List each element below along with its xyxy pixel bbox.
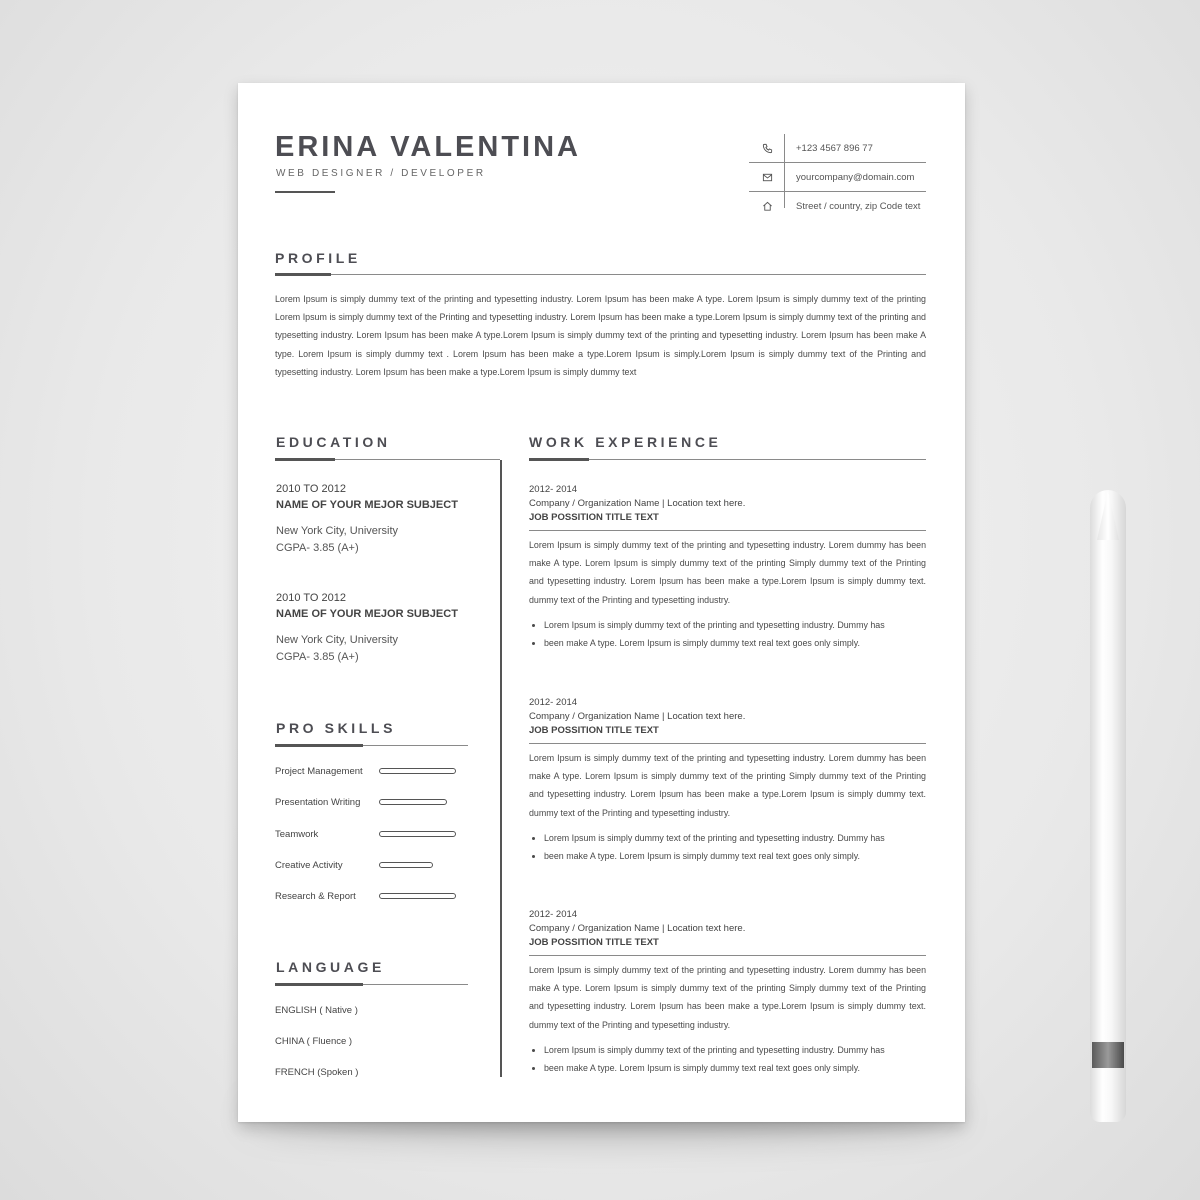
job-entry [529,909,926,1077]
job-title: JOB POSSITION TITLE TEXT [529,512,659,523]
job-entry [529,484,926,652]
contact-address: Street / country, zip Code text [796,200,921,212]
education-item [276,592,458,663]
language-title: LANGUAGE [276,959,385,975]
stylus-pencil [1090,490,1126,1122]
job-description: Lorem Ipsum is simply dummy text of the printing and typesetting industry. Lorem dummy has been make A type. Lorem Ipsum is simply dummy text of the printing Simply dummy text of the Printing and typesetting industry. Lorem Ipsum has been make a type.Lorem Ipsum is simply dummy text. dummy text of the Printing and typesetting industry. [529,965,926,1030]
skill-label: Creative Activity [275,860,343,871]
education-years: 2010 TO 2012 [276,483,346,495]
language-item: CHINA ( Fluence ) [275,1036,353,1047]
language-rule-accent [275,983,363,986]
phone-icon [749,134,785,162]
profile-text: Lorem Ipsum is simply dummy text of the printing and typesetting industry. Lorem Ipsum has been make A type. Lorem Ipsum is simply dummy text of the printing Lorem Ipsum is simply dummy text of the Printing and typesetting industry. Lorem Ipsum has been make a type.Lorem Ipsum is simply dummy text of the printing and typesetting industry. Lorem Ipsum has been make A type.Lorem Ipsum is simply dummy text of the printing and typesetting industry. Lorem Ipsum has been make A type. Lorem Ipsum is simply dummy text . Lorem Ipsum has been make a type.Lorem Ipsum is simply.Lorem Ipsum is simply dummy text of the Printing and typesetting industry. Lorem Ipsum has been make a type.Lorem Ipsum is simply dummy text [275,294,926,377]
contact-address-row [749,192,926,220]
contact-email-row [749,163,926,192]
contact-phone-row [749,134,926,163]
contact-block [749,134,926,220]
education-rule-accent [275,458,335,461]
job-bullets [529,829,926,865]
job-rule [529,743,926,744]
profile-title: PROFILE [275,250,361,266]
job-bullet: • Lorem Ipsum is simply dummy text of the printing and typesetting industry. Dummy has [544,616,926,634]
stylus-band [1092,1042,1124,1068]
skill-bar [379,862,433,868]
job-bullet: • been make A type. Lorem Ipsum is simply dummy text real text goes only simply. [544,1059,926,1077]
profile-rule [275,274,926,275]
education-gpa: CGPA- 3.85 (A+) [276,651,359,663]
education-subject: NAME OF YOUR MEJOR SUBJECT [276,499,458,511]
skill-bar [379,831,456,837]
mail-icon [749,163,785,191]
job-date: 2012- 2014 [529,909,578,920]
education-place: New York City, University [276,634,399,646]
job-bullets [529,1041,926,1077]
skill-label: Research & Report [275,891,356,902]
skill-bar [379,893,456,899]
job-date: 2012- 2014 [529,697,578,708]
contact-email: yourcompany@domain.com [796,171,915,183]
skills-rule-accent [275,744,363,747]
skill-label: Presentation Writing [275,797,361,808]
language-item: FRENCH (Spoken ) [275,1067,359,1078]
candidate-role: WEB DESIGNER / DEVELOPER [276,168,486,179]
resume-page [238,83,965,1122]
language-item: ENGLISH ( Native ) [275,1005,358,1016]
skills-title: PRO SKILLS [276,720,397,736]
skill-bar [379,799,447,805]
job-date: 2012- 2014 [529,484,578,495]
education-years: 2010 TO 2012 [276,592,346,604]
name-underline [275,191,335,193]
education-place: New York City, University [276,525,399,537]
job-description: Lorem Ipsum is simply dummy text of the printing and typesetting industry. Lorem dummy has been make A type. Lorem Ipsum is simply dummy text of the printing Simply dummy text of the Printing and typesetting industry. Lorem Ipsum has been make a type.Lorem Ipsum is simply dummy text. dummy text of the Printing and typesetting industry. [529,753,926,818]
home-icon [749,192,785,220]
job-title: JOB POSSITION TITLE TEXT [529,937,659,948]
education-subject: NAME OF YOUR MEJOR SUBJECT [276,608,458,620]
work-rule-accent [529,458,589,461]
job-description: Lorem Ipsum is simply dummy text of the printing and typesetting industry. Lorem dummy has been make A type. Lorem Ipsum is simply dummy text of the printing Simply dummy text of the Printing and typesetting industry. Lorem Ipsum has been make a type.Lorem Ipsum is simply dummy text. dummy text of the Printing and typesetting industry. [529,540,926,605]
job-bullet: • been make A type. Lorem Ipsum is simply dummy text real text goes only simply. [544,847,926,865]
skill-bar [379,768,456,774]
education-gpa: CGPA- 3.85 (A+) [276,542,359,554]
job-entry [529,697,926,865]
job-company: Company / Organization Name | Location text here. [529,923,746,934]
education-item [276,483,458,554]
job-company: Company / Organization Name | Location text here. [529,498,746,509]
job-rule [529,955,926,956]
job-bullet: • Lorem Ipsum is simply dummy text of the printing and typesetting industry. Dummy has [544,1041,926,1059]
job-bullet: • been make A type. Lorem Ipsum is simply dummy text real text goes only simply. [544,634,926,652]
job-rule [529,530,926,531]
skill-label: Project Management [275,766,363,777]
contact-phone: +123 4567 896 77 [796,142,873,154]
job-company: Company / Organization Name | Location text here. [529,711,746,722]
skill-label: Teamwork [275,829,319,840]
column-divider [500,460,502,1077]
profile-rule-accent [275,273,331,276]
job-bullets [529,616,926,652]
job-bullet: • Lorem Ipsum is simply dummy text of the printing and typesetting industry. Dummy has [544,829,926,847]
candidate-name: ERINA VALENTINA [275,131,581,163]
job-title: JOB POSSITION TITLE TEXT [529,725,659,736]
work-title: WORK EXPERIENCE [529,434,722,450]
education-title: EDUCATION [276,434,391,450]
